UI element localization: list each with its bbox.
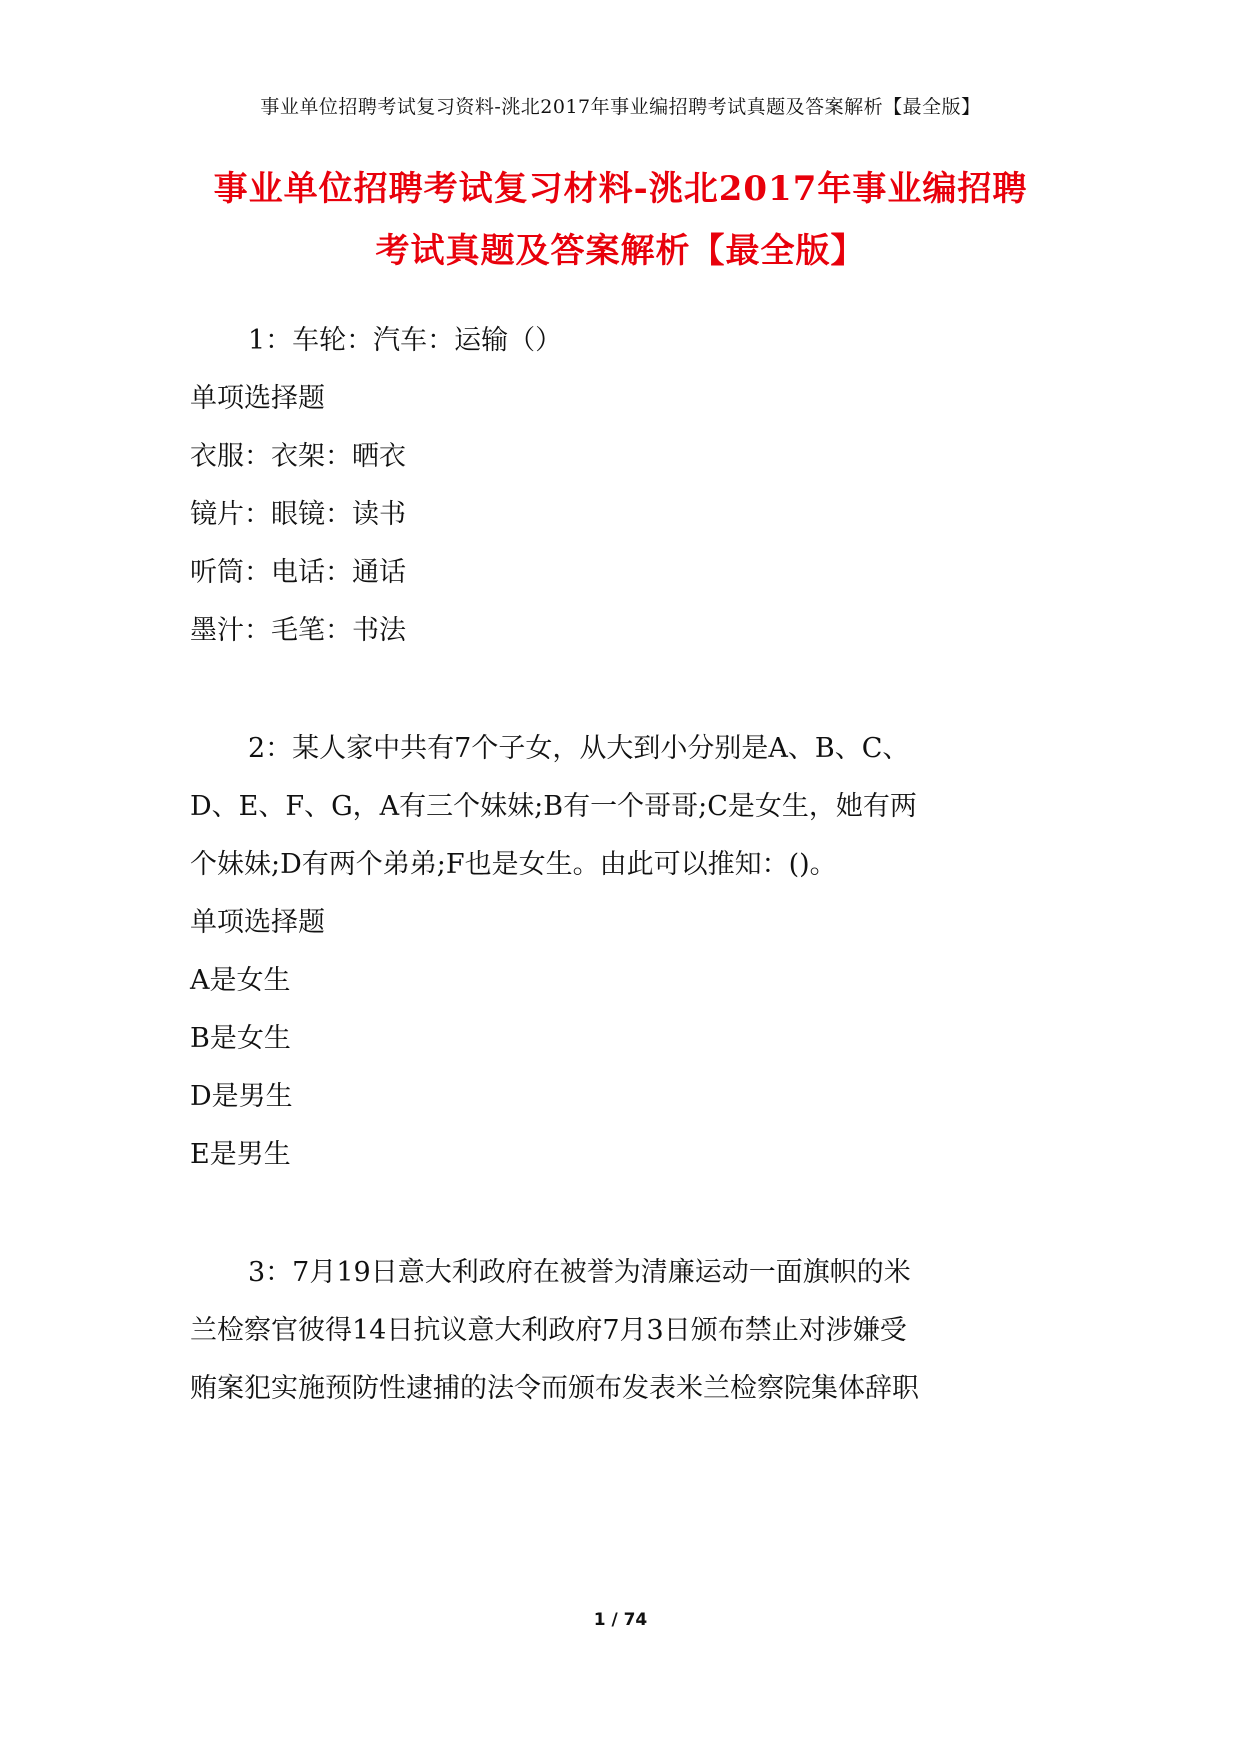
question-2-option-d: E是男生 [190,1139,291,1170]
question-1-option-a: 衣服：衣架：晒衣 [190,441,406,472]
question-2-option-b: B是女生 [190,1023,291,1054]
question-2-type: 单项选择题 [190,907,325,938]
question-2-stem-line-2: D、E、F、G，A有三个妹妹;B有一个哥哥;C是女生，她有两 [190,791,917,822]
question-2-option-a: A是女生 [190,965,291,996]
title-line-1: 事业单位招聘考试复习材料-洮北2017年事业编招聘 [213,169,1028,209]
title-line-2: 考试真题及答案解析【最全版】 [375,231,866,271]
page-number: 1 / 74 [593,1610,648,1630]
question-3-stem-line-3: 贿案犯实施预防性逮捕的法令而颁布发表米兰检察院集体辞职 [190,1373,919,1404]
question-1-stem: 1：车轮：汽车：运输（） [248,325,563,356]
question-2-option-c: D是男生 [190,1081,293,1112]
question-1-option-d: 墨汁：毛笔：书法 [190,615,406,646]
question-2-stem-line-3: 个妹妹;D有两个弟弟;F也是女生。由此可以推知：()。 [190,849,837,880]
page-header: 事业单位招聘考试复习资料-洮北2017年事业编招聘考试真题及答案解析【最全版】 [260,96,981,118]
question-3-stem-line-2: 兰检察官彼得14日抗议意大利政府7月3日颁布禁止对涉嫌受 [190,1315,907,1346]
question-1-type: 单项选择题 [190,383,325,414]
question-1-option-b: 镜片：眼镜：读书 [190,499,406,530]
question-1-option-c: 听筒：电话：通话 [190,557,406,588]
document-title [150,158,1091,282]
question-3-stem-line-1: 3：7月19日意大利政府在被誉为清廉运动一面旗帜的米 [248,1257,911,1288]
question-2-stem-line-1: 2：某人家中共有7个子女，从大到小分别是A、B、C、 [248,733,910,764]
